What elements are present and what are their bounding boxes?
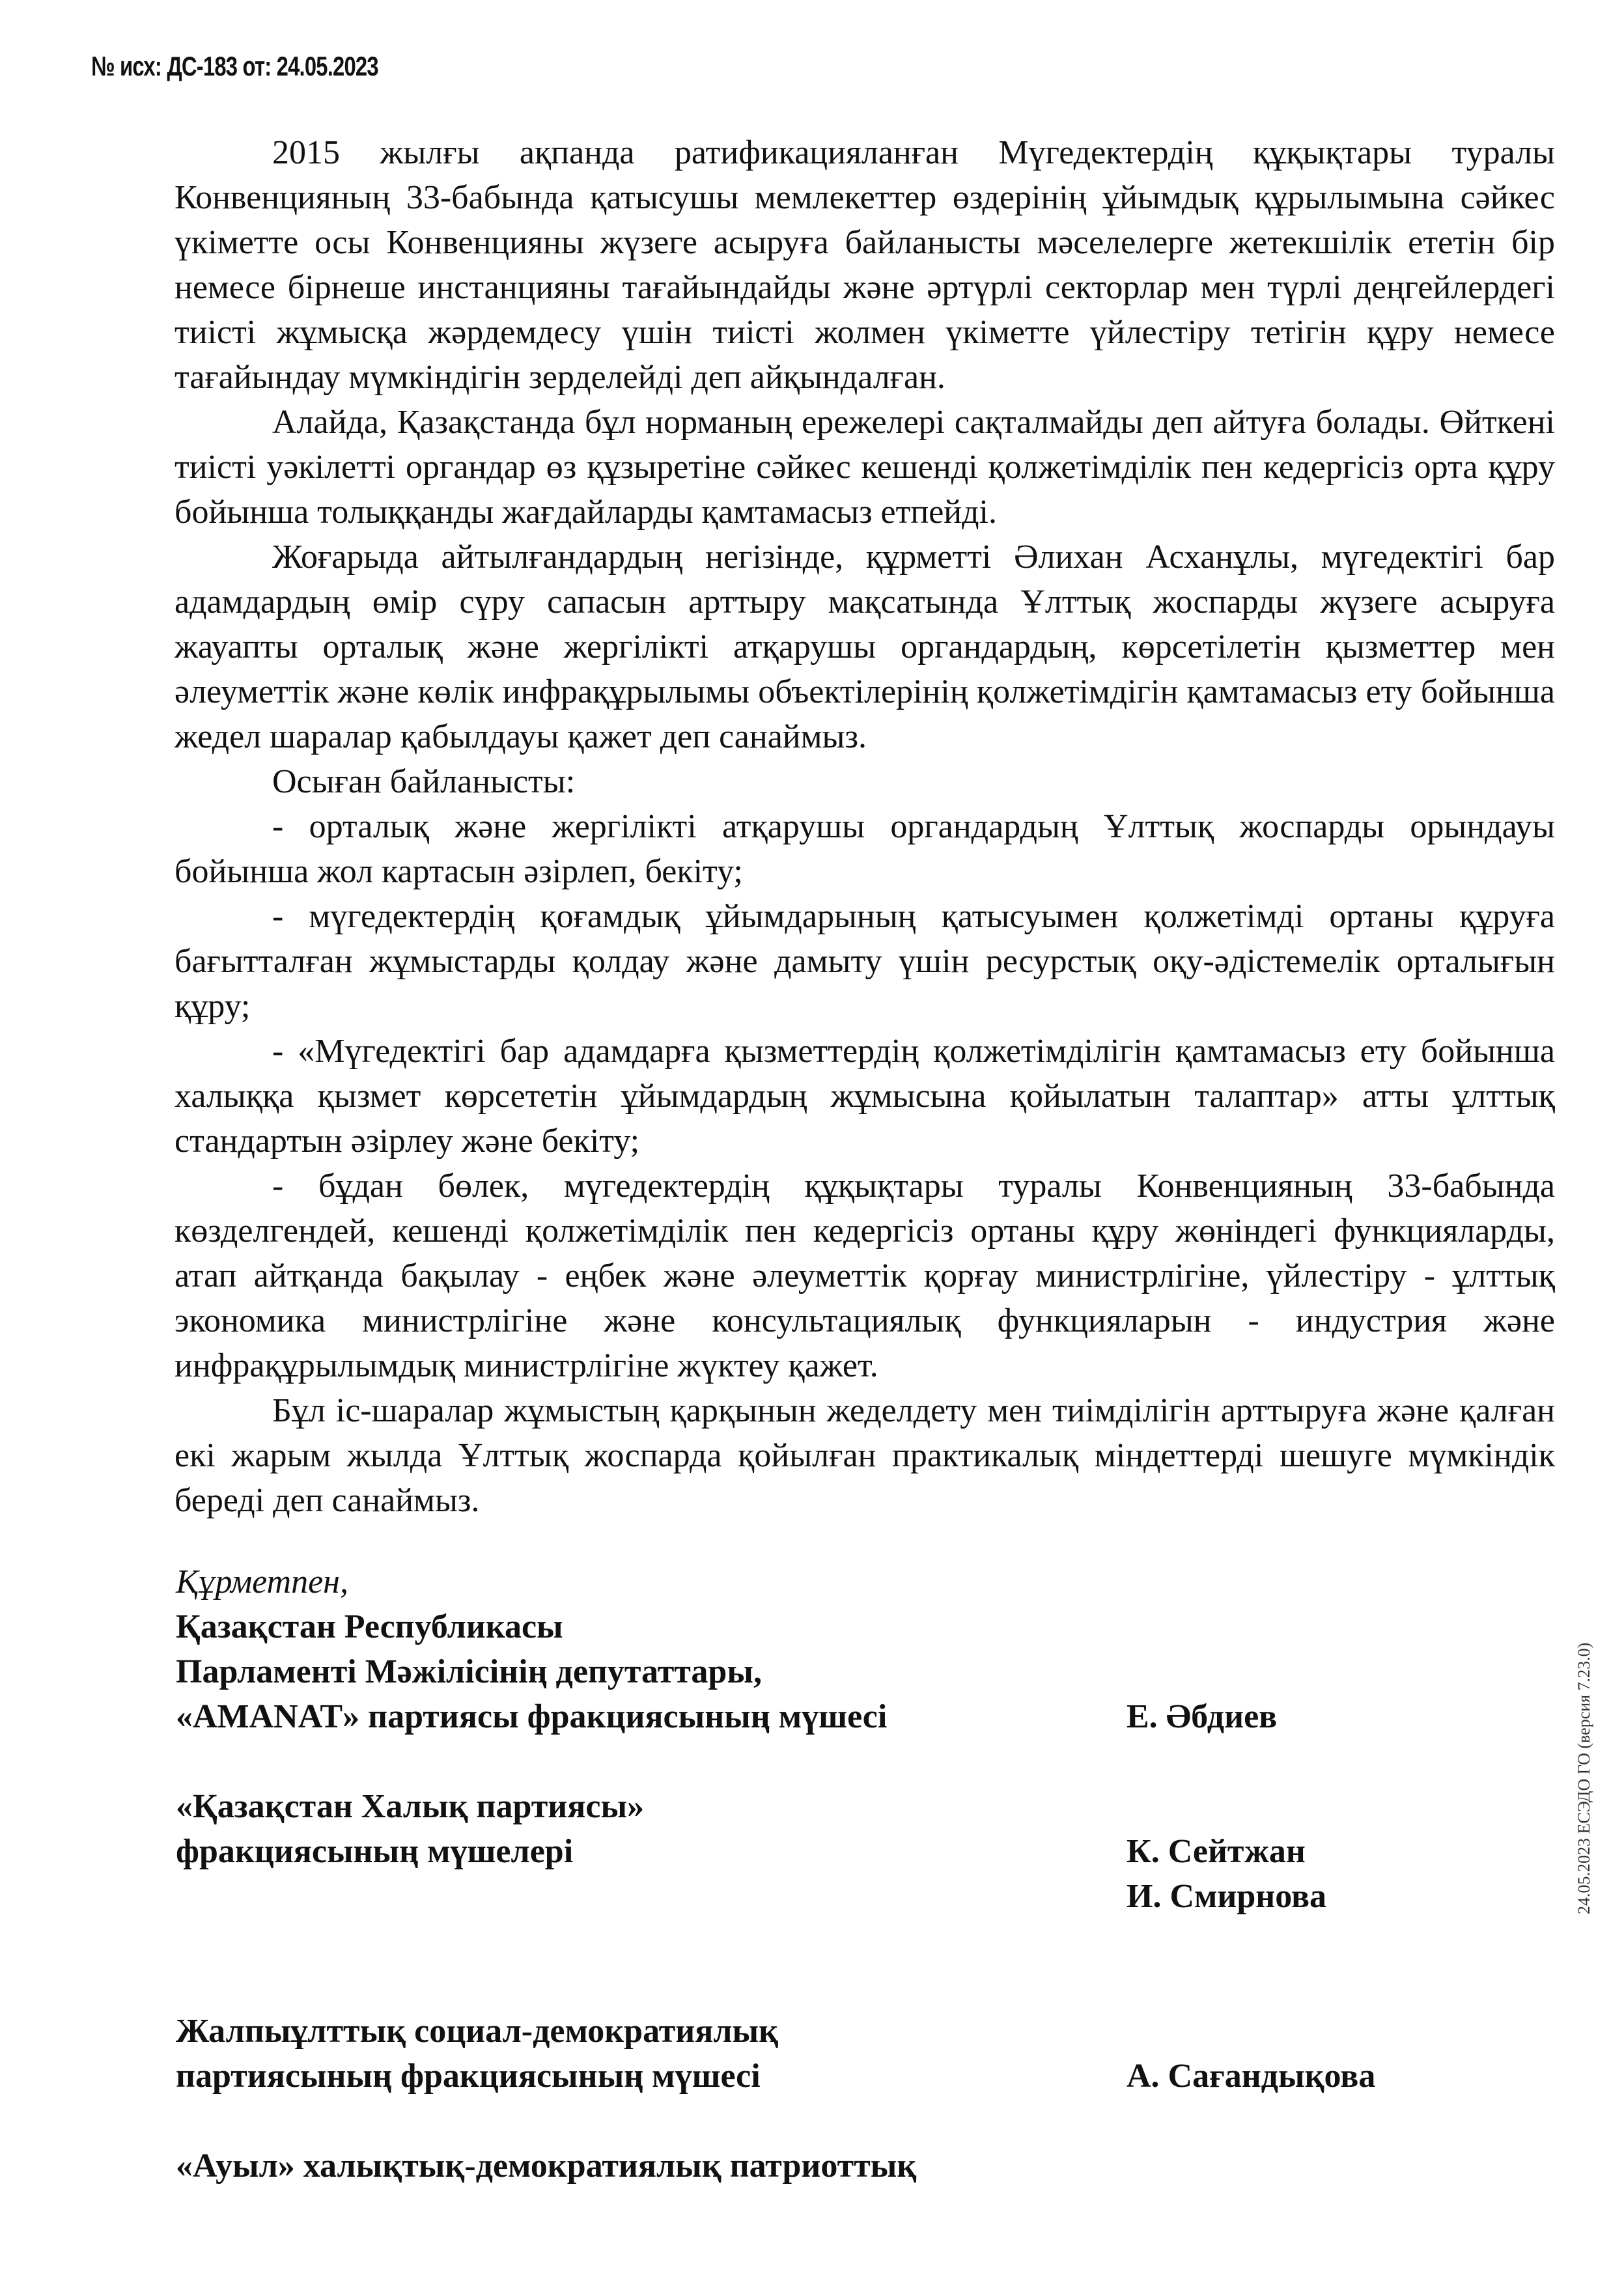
paragraph-conclusion: Бұл іс-шаралар жұмыстың қарқынын жеделдету мен тиімділігін арттыруға және қалған екі жарым жылда Ұлттық жоспарда қойылған практикалық міндеттерді шешуге мүмкіндік береді деп санаймыз. xyxy=(175,1392,1555,1519)
signature-section xyxy=(176,1559,1556,2188)
document-number: № исх: ДС-183 от: 24.05.2023 xyxy=(91,51,378,81)
affiliation-line: «AMANAT» партиясы фракциясының мүшесі xyxy=(176,1698,888,1735)
list-item-national-standard: - «Мүгедектігі бар адамдарға қызметтердің қолжетімділігін қамтамасыз ету бойынша халыққа қызмет көрсететін ұйымдардың жұмысына қойылатын талаптар» атты ұлттық стандартын әзірлеу және бекіту; xyxy=(175,1033,1555,1160)
signatory-name: А. Сағандықова xyxy=(1127,2058,1376,2095)
signatory-affiliation xyxy=(176,2143,1087,2188)
regards-line: Құрметпен, xyxy=(176,1563,348,1600)
signatory-name: К. Сейтжан xyxy=(1127,1833,1306,1870)
list-item-assign-functions: - бұдан бөлек, мүгедектердің құқықтары туралы Конвенцияның 33-бабында көзделгендей, кешенді қолжетімділік пен кедергісіз ортаны құру жөніндегі функцияларды, атап айтқанда бақылау - еңбек және әлеуметтік қорғау министрлігіне, үйлестіру - ұлттық экономика министрлігіне және консультациялық функцияларын - индустрия және инфрақұрылымдық министрлігіне жүктеу қажет. xyxy=(175,1167,1555,1384)
affiliation-line xyxy=(176,1874,1087,1919)
affiliation-line: Жалпыұлттық социал-демократиялық xyxy=(176,2013,779,2050)
paragraph-norm-not-observed: Алайда, Қазақстанда бұл норманың ережелері сақталмайды деп айтуға болады. Өйткені тиісті уәкілетті органдар өз құзыретіне сәйкес кешенді қолжетімділік пен кедергісіз орта құру бойынша толыққанды жағдайларды қамтамасыз етпейді. xyxy=(175,404,1555,531)
signatory-name: И. Смирнова xyxy=(1127,1878,1327,1915)
affiliation-line: «Ауыл» халықтық-демократиялық патриоттық xyxy=(176,2147,917,2185)
letter-body xyxy=(175,130,1555,1523)
signatory-affiliation xyxy=(176,1604,1087,1739)
signatory-name: Е. Әбдиев xyxy=(1127,1698,1278,1735)
affiliation-line: партиясының фракциясының мүшесі xyxy=(176,2058,761,2095)
signatory-affiliation xyxy=(176,2009,1087,2099)
edms-stamp: 24.05.2023 ЕСЭДО ГО (версия 7.23.0) xyxy=(1575,1642,1593,1914)
paragraph-in-this-regard: Осыған байланысты: xyxy=(272,763,576,800)
list-item-road-map: - орталық және жергілікті атқарушы органдардың Ұлттық жоспарды орындауы бойынша жол картасын әзірлеп, бекіту; xyxy=(175,808,1555,890)
affiliation-line: фракциясының мүшелері xyxy=(176,1833,574,1870)
affiliation-line: «Қазақстан Халық партиясы» xyxy=(176,1788,645,1825)
signature-block-peoples-party xyxy=(176,1784,1556,1919)
affiliation-line: Қазақстан Республикасы xyxy=(176,1608,563,1645)
signature-block-auyl xyxy=(176,2143,1556,2188)
signatory-affiliation xyxy=(176,1784,1087,1919)
paragraph-convention-article-33: 2015 жылғы ақпанда ратификацияланған Мүгедектердің құқықтары туралы Конвенцияның 33-бабында қатысушы мемлекеттер өздерінің ұйымдық құрылымына сәйкес үкіметте осы Конвенцияны жүзеге асыруға байланысты мәселелерге жетекшілік ететін бір немесе бірнеше инстанцияны тағайындайды және әртүрлі секторлар мен түрлі деңгейлердегі тиісті жұмысқа жәрдемдесу үшін тиісті жолмен үкіметте үйлестіру тетігін құру немесе тағайындау мүмкіндігін зерделейді деп айқындалған. xyxy=(175,134,1555,396)
signature-block-amanat xyxy=(176,1604,1556,1739)
list-item-resource-center: - мүгедектердің қоғамдық ұйымдарының қатысуымен қолжетімді ортаны құруға бағытталған жұмыстарды қолдау және дамыту үшін ресурстық оқу-әдістемелік орталығын құру; xyxy=(175,898,1555,1025)
signature-block-social-democratic xyxy=(176,2009,1556,2099)
paragraph-urgent-measures: Жоғарыда айтылғандардың негізінде, құрметті Әлихан Асханұлы, мүгедектігі бар адамдардың өмір сүру сапасын арттыру мақсатында Ұлттық жоспарды жүзеге асыруға жауапты орталық және жергілікті атқарушы органдардың, көрсетілетін қызметтер мен әлеуметтік және көлік инфрақұрылымы объектілерінің қолжетімдігін қамтамасыз ету бойынша жедел шаралар қабылдауы қажет деп санаймыз. xyxy=(175,538,1555,755)
affiliation-line: Парламенті Мәжілісінің депутаттары, xyxy=(176,1653,762,1690)
